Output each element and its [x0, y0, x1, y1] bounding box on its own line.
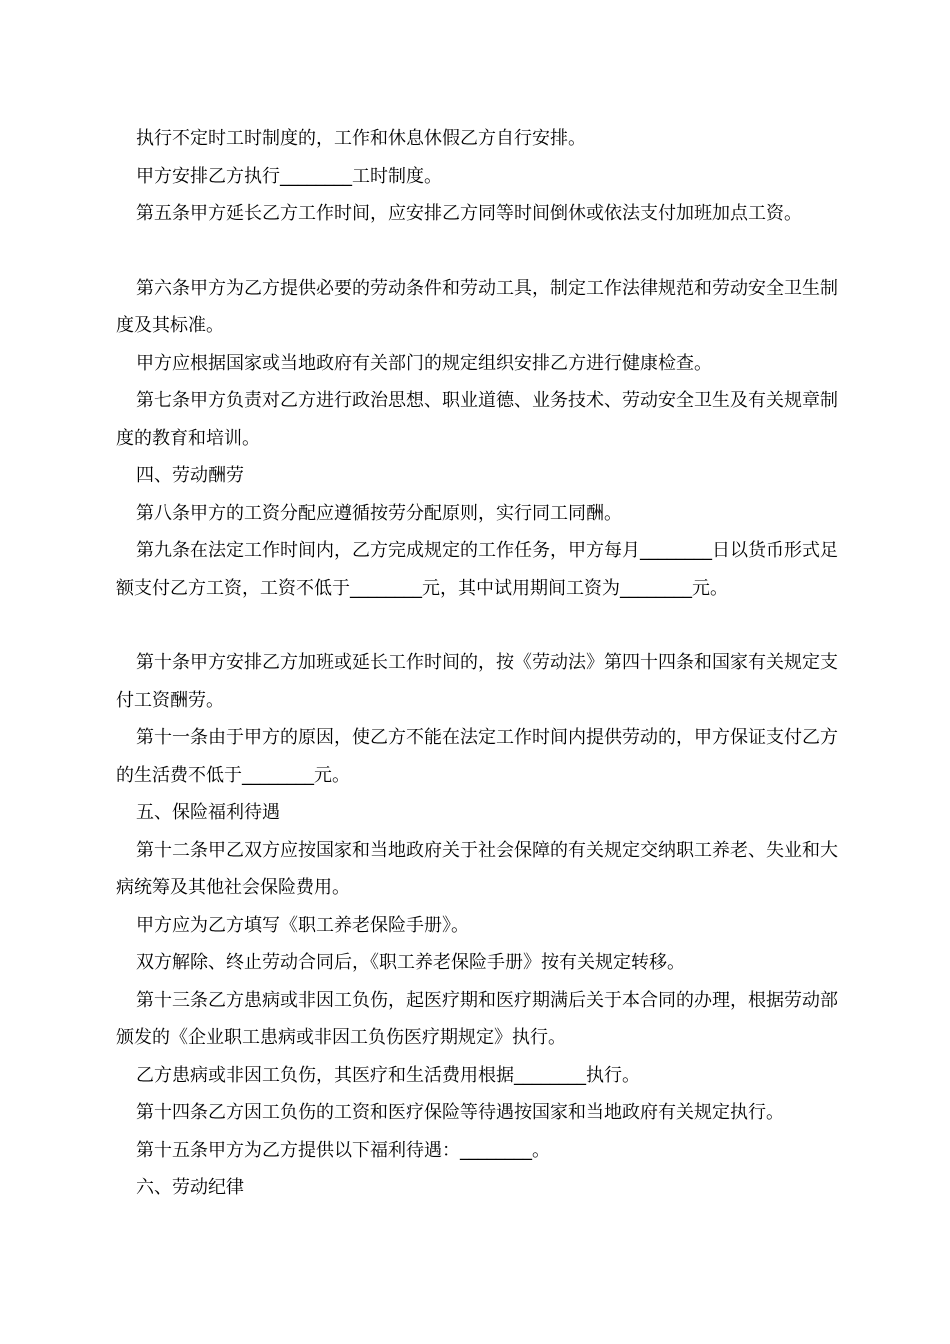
paragraph: 第十三条乙方患病或非因工负伤，起医疗期和医疗期满后关于本合同的办理，根据劳动部颁发的《企业职工患病或非因工负伤医疗期规定》执行。 — [116, 989, 838, 1048]
paragraph: 第十五条甲方为乙方提供以下福利待遇：________。 — [136, 1139, 550, 1161]
paragraph: 第五条甲方延长乙方工作时间，应安排乙方同等时间倒休或依法支付加班加点工资。 — [136, 203, 802, 224]
paragraph: 甲方应为乙方填写《职工养老保险手册》。 — [136, 914, 469, 936]
paragraph: 第十四条乙方因工负伤的工资和医疗保险等待遇按国家和当地政府有关规定执行。 — [136, 1102, 784, 1123]
paragraph: 甲方应根据国家或当地政府有关部门的规定组织安排乙方进行健康检查。 — [136, 352, 712, 374]
paragraph: 第六条甲方为乙方提供必要的劳动条件和劳动工具，制定工作法律规范和劳动安全卫生制度及其标准。 — [116, 277, 838, 336]
paragraph: 乙方患病或非因工负伤，其医疗和生活费用根据________执行。 — [136, 1064, 640, 1086]
paragraph: 第十二条甲乙双方应按国家和当地政府关于社会保障的有关规定交纳职工养老、失业和大病统筹及其他社会保险费用。 — [116, 839, 838, 898]
paragraph: 双方解除、终止劳动合同后，《职工养老保险手册》按有关规定转移。 — [136, 952, 685, 973]
section-heading: 四、劳动酬劳 — [136, 465, 244, 486]
paragraph: 第七条甲方负责对乙方进行政治思想、职业道德、业务技术、劳动安全卫生及有关规章制度的教育和培训。 — [116, 390, 838, 449]
paragraph: 执行不定时工时制度的，工作和休息休假乙方自行安排。 — [136, 128, 586, 149]
paragraph-gap — [116, 607, 850, 644]
paragraph: 第八条甲方的工资分配应遵循按劳分配原则，实行同工同酬。 — [136, 502, 622, 524]
paragraph: 第十条甲方安排乙方加班或延长工作时间的，按《劳动法》第四十四条和国家有关规定支付工资酬劳。 — [116, 652, 838, 711]
paragraph-gap — [116, 233, 850, 270]
section-heading: 五、保险福利待遇 — [136, 802, 280, 823]
paragraph: 第九条在法定工作时间内，乙方完成规定的工作任务，甲方每月________日以货币形式足额支付乙方工资，工资不低于________元，其中试用期间工资为________元。 — [116, 540, 838, 599]
paragraph: 第十一条由于甲方的原因，使乙方不能在法定工作时间内提供劳动的，甲方保证支付乙方的生活费不低于________元。 — [116, 727, 838, 786]
document-body — [116, 120, 850, 1207]
paragraph: 甲方安排乙方执行________工时制度。 — [136, 165, 442, 187]
section-heading: 六、劳动纪律 — [136, 1177, 244, 1198]
